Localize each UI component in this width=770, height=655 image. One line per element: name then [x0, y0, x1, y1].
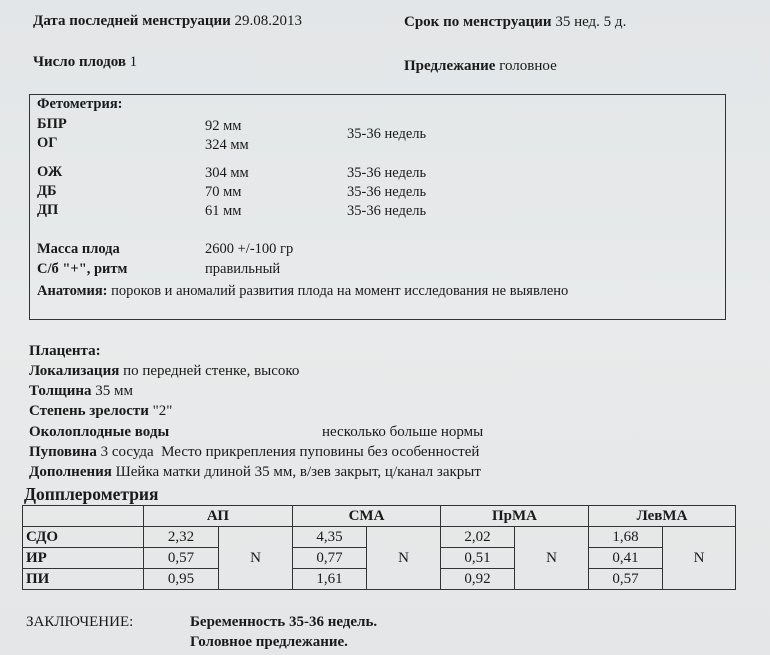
placenta-title: Плацента: — [29, 343, 101, 359]
cell-sdo-levma: 1,68 — [589, 527, 663, 548]
assessment-sma: N — [367, 527, 441, 590]
conclusion-line-2: Головное предлежание. — [190, 634, 348, 650]
term-value: 35 нед. 5 д. — [555, 14, 627, 30]
row-label-pi: ПИ — [23, 569, 144, 590]
fetometry-weeks-dp: 35-36 недель — [347, 203, 427, 219]
cell-pi-prma: 0,92 — [441, 569, 515, 590]
cord-value: 3 сосуда Место прикрепления пуповины без особенностей — [100, 444, 480, 460]
fetometry-label-oj: ОЖ — [37, 164, 63, 180]
conclusion-label: ЗАКЛЮЧЕНИЕ: — [26, 614, 134, 630]
fetometry-weeks-bpr-og: 35-36 недель — [347, 126, 427, 142]
term-line — [404, 14, 626, 31]
localization-label: Локализация — [29, 363, 120, 379]
fetometry-value-db: 70 мм — [205, 184, 242, 200]
cord-label: Пуповина — [29, 444, 97, 460]
additions-label: Дополнения — [29, 464, 112, 480]
lmp-line — [33, 13, 302, 30]
table-row — [23, 527, 736, 548]
doppler-table — [22, 505, 736, 590]
mass-label: Масса плода — [37, 241, 120, 257]
fetometry-weeks-oj: 35-36 недель — [347, 165, 427, 181]
doppler-header-row — [23, 506, 736, 527]
anatomy-line — [37, 283, 568, 300]
fetometry-value-dp: 61 мм — [205, 203, 242, 219]
fetometry-label-bpr: БПР — [37, 116, 67, 132]
row-label-ir: ИР — [23, 548, 144, 569]
thickness-value: 35 мм — [95, 383, 133, 399]
fetometry-title: Фетометрия: — [37, 96, 123, 112]
cell-pi-levma: 0,57 — [589, 569, 663, 590]
maturity-value: "2" — [152, 403, 173, 419]
presentation-label: Предлежание — [404, 58, 496, 74]
fetometry-label-db: ДБ — [37, 183, 57, 199]
mass-value: 2600 +/-100 гр — [205, 241, 294, 257]
presentation-value: головное — [499, 58, 557, 74]
cell-sdo-sma: 4,35 — [293, 527, 367, 548]
additions-line — [29, 464, 481, 481]
cell-pi-sma: 1,61 — [293, 569, 367, 590]
localization-line — [29, 363, 299, 380]
doppler-corner-cell — [23, 506, 144, 527]
anatomy-value: пороков и аномалий развития плода на момент исследования не выявлено — [111, 283, 569, 299]
doppler-col-sma: СМА — [293, 506, 441, 527]
maturity-label: Степень зрелости — [29, 403, 149, 419]
term-label: Срок по менструации — [404, 14, 552, 30]
doppler-title: Допплерометрия — [24, 484, 159, 504]
assessment-ap: N — [219, 527, 293, 590]
cell-ir-levma: 0,41 — [589, 548, 663, 569]
assessment-prma: N — [515, 527, 589, 590]
additions-value: Шейка матки длиной 35 мм, в/зев закрыт, ц/канал закрыт — [115, 464, 481, 480]
row-label-sdo: СДО — [23, 527, 144, 548]
fetometry-value-bpr: 92 мм — [205, 118, 242, 134]
cell-pi-ap: 0,95 — [144, 569, 219, 590]
heartbeat-label: С/б "+", ритм — [37, 261, 128, 277]
lmp-label: Дата последней менструации — [33, 13, 231, 29]
doppler-col-ap: АП — [144, 506, 293, 527]
lmp-value: 29.08.2013 — [234, 13, 303, 29]
localization-value: по передней стенке, высоко — [123, 363, 300, 379]
maturity-line — [29, 403, 172, 420]
waters-label: Околоплодные воды — [29, 424, 170, 440]
fetometry-label-og: ОГ — [37, 135, 58, 151]
anatomy-label: Анатомия: — [37, 283, 108, 299]
fetometry-value-oj: 304 мм — [205, 165, 249, 181]
assessment-levma: N — [663, 527, 736, 590]
thickness-label: Толщина — [29, 383, 92, 399]
cell-ir-prma: 0,51 — [441, 548, 515, 569]
cell-ir-sma: 0,77 — [293, 548, 367, 569]
cell-sdo-prma: 2,02 — [441, 527, 515, 548]
fetometry-weeks-db: 35-36 недель — [347, 184, 427, 200]
fetus-count-value: 1 — [129, 54, 138, 70]
fetometry-label-dp: ДП — [37, 202, 59, 218]
cell-ir-ap: 0,57 — [144, 548, 219, 569]
cord-line — [29, 444, 479, 461]
cell-sdo-ap: 2,32 — [144, 527, 219, 548]
doppler-col-levma: ЛевМА — [589, 506, 736, 527]
thickness-line — [29, 383, 133, 400]
doppler-col-prma: ПрМА — [441, 506, 589, 527]
fetus-count-line — [33, 54, 137, 71]
heartbeat-value: правильный — [205, 261, 281, 277]
fetometry-value-og: 324 мм — [205, 137, 249, 153]
conclusion-line-1: Беременность 35-36 недель. — [190, 614, 378, 630]
fetus-count-label: Число плодов — [33, 54, 126, 70]
waters-value: несколько больше нормы — [322, 424, 484, 440]
presentation-line — [404, 58, 557, 75]
